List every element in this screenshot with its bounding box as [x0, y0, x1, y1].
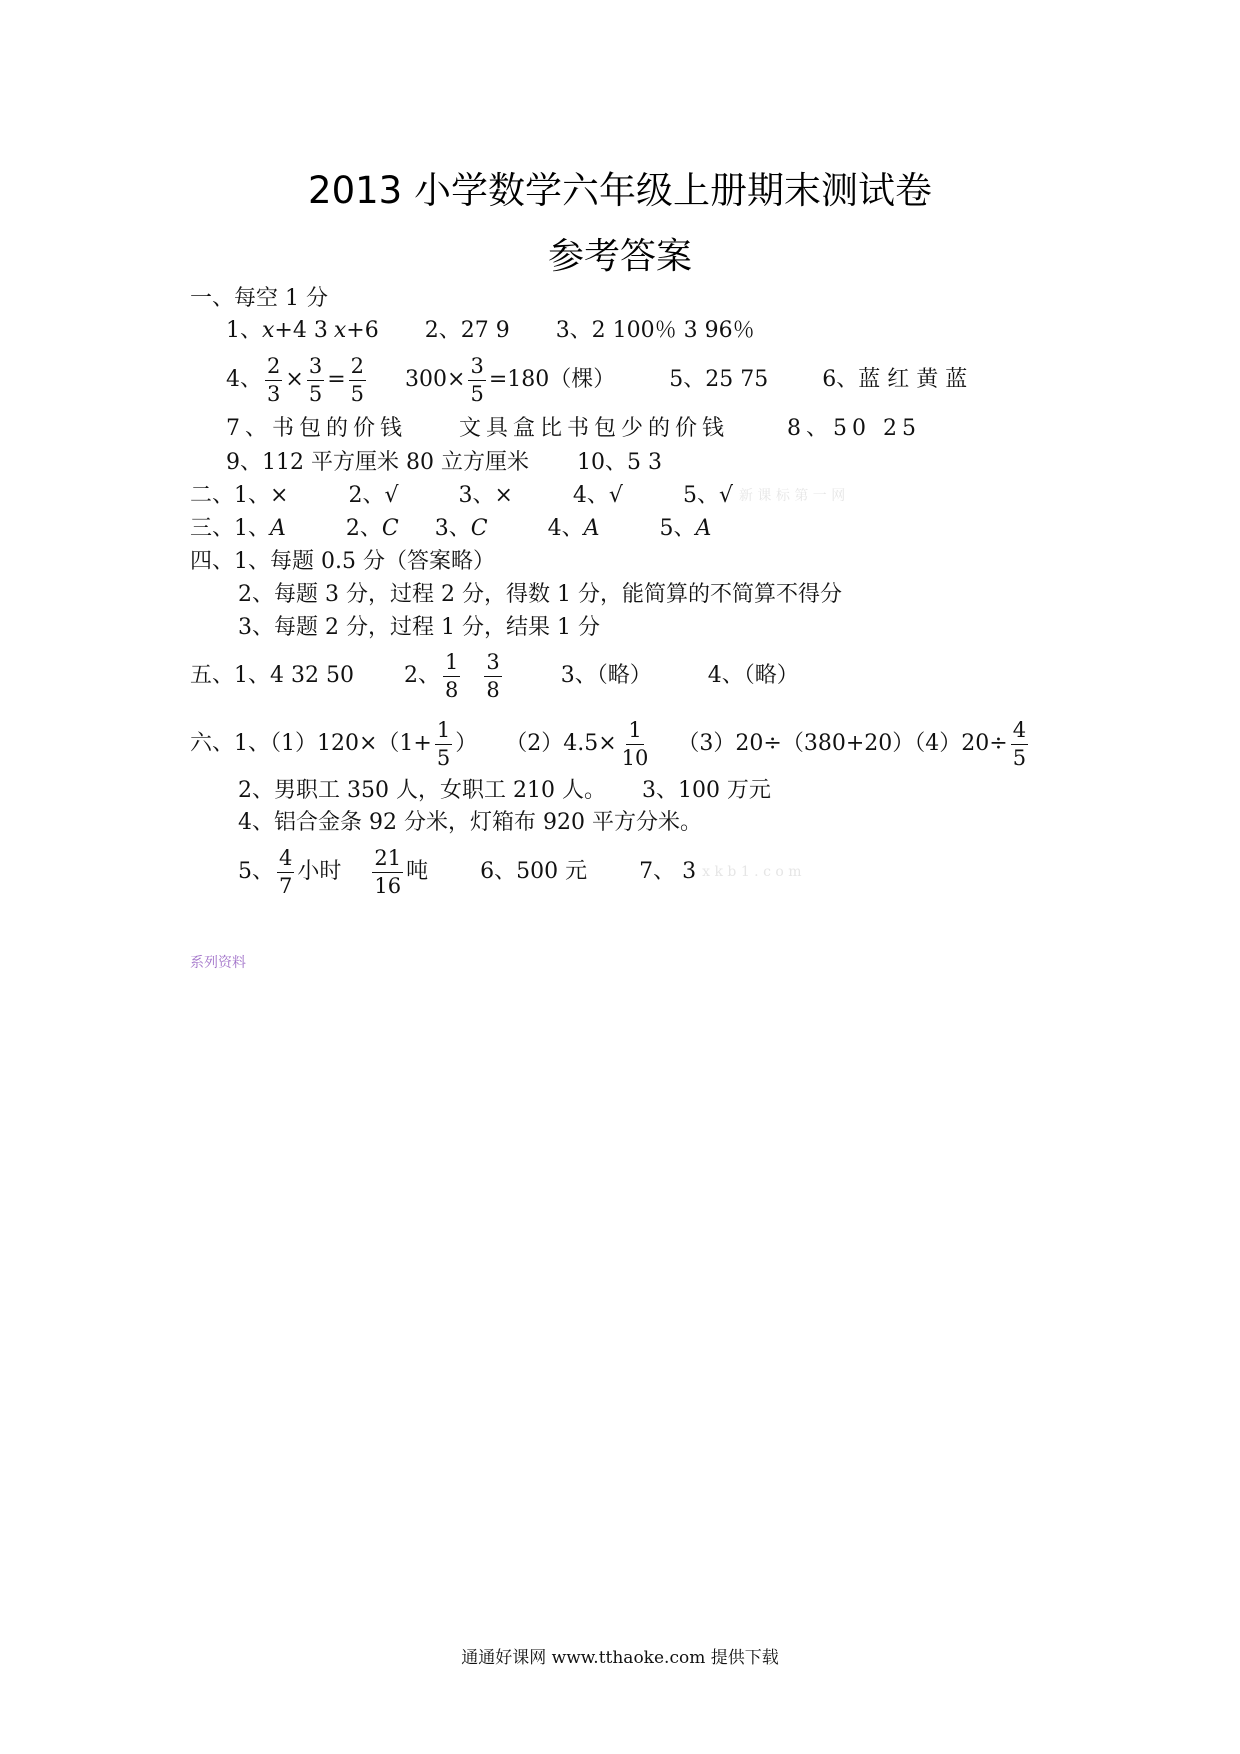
section-1-heading-text: 一、每空 1 分: [190, 286, 328, 311]
q1-text-b: +6: [346, 318, 379, 343]
fraction: $\frac{3}{5}$: [308, 354, 323, 406]
q1-variable-2: x: [333, 318, 347, 343]
section-1-heading: [190, 288, 328, 310]
s6-q1-part-3-4: （3）20÷（380+20）（4）20÷: [677, 731, 1008, 756]
page-footer: 通通好课网 www.tthaoke.com 提供下载: [461, 1648, 779, 1668]
q7-answer-b: 文具盒比书包少的价钱: [459, 416, 730, 441]
section-5-row: [190, 648, 799, 704]
answer-row-4: [226, 352, 967, 408]
choice-answer: C: [470, 516, 488, 541]
section-2-row: [190, 485, 845, 507]
fraction: $\frac{4}{5}$: [1012, 718, 1027, 770]
unit-ton: 吨: [406, 859, 429, 884]
s6-q4-answer: 4、铝合金条 92 分米，灯箱布 920 平方分米。: [238, 810, 702, 835]
page-subtitle: 参考答案: [547, 236, 692, 277]
s6-q2-answer: 2、男职工 350 人，女职工 210 人。: [238, 778, 606, 803]
choice-number: 3、: [434, 516, 471, 541]
tf-answer: 5、√: [682, 483, 733, 508]
fraction: $\frac{2}{5}$: [350, 354, 364, 406]
fraction: $\frac{2}{3}$: [267, 354, 281, 406]
fraction: $\frac{4}{7}$: [279, 846, 293, 898]
q1-variable: x: [262, 318, 275, 343]
q1-label: 1、: [226, 318, 262, 343]
watermark-text: x k b 1 . c o m: [702, 864, 802, 880]
s6-q7-answer: 7、 3: [639, 859, 697, 884]
section-3-heading: 三、: [190, 516, 235, 541]
s6-q1-part-1: 六、1、（1）120×（1+: [190, 731, 432, 756]
s6-q5-label: 5、: [238, 859, 274, 884]
section-6-row-1: [190, 714, 1031, 774]
section-4-line-3: 3、每题 2 分，过程 1 分，结果 1 分: [238, 615, 600, 640]
fraction: $\frac{1}{8}$: [444, 650, 459, 702]
watermark-text: 新 课 标 第 一 网: [738, 488, 846, 504]
q4-expression-b: =180（棵）: [488, 367, 616, 392]
tf-answer: 2、√: [348, 483, 399, 508]
choice-number: 1、: [234, 516, 271, 541]
choice-number: 5、: [659, 516, 696, 541]
fraction: $\frac{3}{5}$: [470, 354, 484, 406]
tf-answer: 4、√: [572, 483, 623, 508]
s6-q1-part-2: （2）4.5×: [505, 731, 617, 756]
s6-q1-part-1-close: ）: [455, 731, 478, 756]
tf-answer: 3、×: [458, 483, 513, 508]
s5-q3-answer: 3、（略）: [560, 663, 652, 688]
page-title: 2013 小学数学六年级上册期末测试卷: [308, 169, 932, 212]
section-4-row-3: [238, 617, 600, 639]
s6-q3-answer: 3、100 万元: [641, 778, 771, 803]
fraction: $\frac{1}{5}$: [436, 718, 451, 770]
series-materials-link[interactable]: 系列资料: [190, 955, 246, 971]
section-2-heading: 二、: [190, 483, 235, 508]
q4-label: 4、: [226, 367, 262, 392]
section-4-row-2: [238, 584, 842, 606]
q1-text-a: +4 3: [274, 318, 328, 343]
section-6-row-3: [238, 812, 702, 834]
equals-sign: =: [327, 367, 346, 392]
q7-answer-a: 7、书包的价钱: [226, 416, 407, 441]
choice-number: 4、: [547, 516, 584, 541]
section-6-row-2: [238, 780, 771, 802]
answer-row-7: [226, 418, 921, 440]
choice-answer: C: [381, 516, 399, 541]
times-sign: ×: [285, 367, 304, 392]
q8-answer: 8、50 25: [787, 416, 921, 441]
choice-answer: A: [695, 516, 712, 541]
answer-row-1: [226, 320, 755, 342]
fraction: $\frac{21}{16}$: [374, 846, 402, 898]
answer-row-9: [226, 452, 662, 474]
s5-q1-answer: 五、1、4 32 50: [190, 663, 354, 688]
choice-number: 2、: [345, 516, 382, 541]
tf-answer: 1、×: [234, 483, 289, 508]
fraction: $\frac{3}{8}$: [486, 650, 500, 702]
s5-q2-label: 2、: [403, 663, 440, 688]
q10-answer: 10、5 3: [576, 450, 662, 475]
choice-answer: A: [270, 516, 286, 541]
section-6-row-4: [238, 842, 802, 902]
q3-answer: 3、2 100％ 3 96％: [555, 318, 755, 343]
q2-answer: 2、27 9: [424, 318, 510, 343]
unit-hour: 小时: [297, 859, 342, 884]
s6-q6-answer: 6、500 元: [480, 859, 588, 884]
choice-answer: A: [583, 516, 600, 541]
q9-answer: 9、112 平方厘米 80 立方厘米: [226, 450, 529, 475]
section-4-row-1: [190, 551, 495, 573]
q4-expression-a: 300×: [405, 367, 466, 392]
s5-q4-answer: 4、（略）: [707, 663, 799, 688]
section-4-line-1: 四、1、每题 0.5 分（答案略）: [190, 549, 495, 574]
q5-answer: 5、25 75: [669, 367, 769, 392]
section-3-row: [190, 518, 711, 540]
section-4-line-2: 2、每题 3 分，过程 2 分，得数 1 分，能简算的不简算不得分: [238, 582, 842, 607]
fraction: $\frac{1}{10}$: [621, 718, 649, 770]
q6-answer: 6、蓝 红 黄 蓝: [822, 367, 968, 392]
